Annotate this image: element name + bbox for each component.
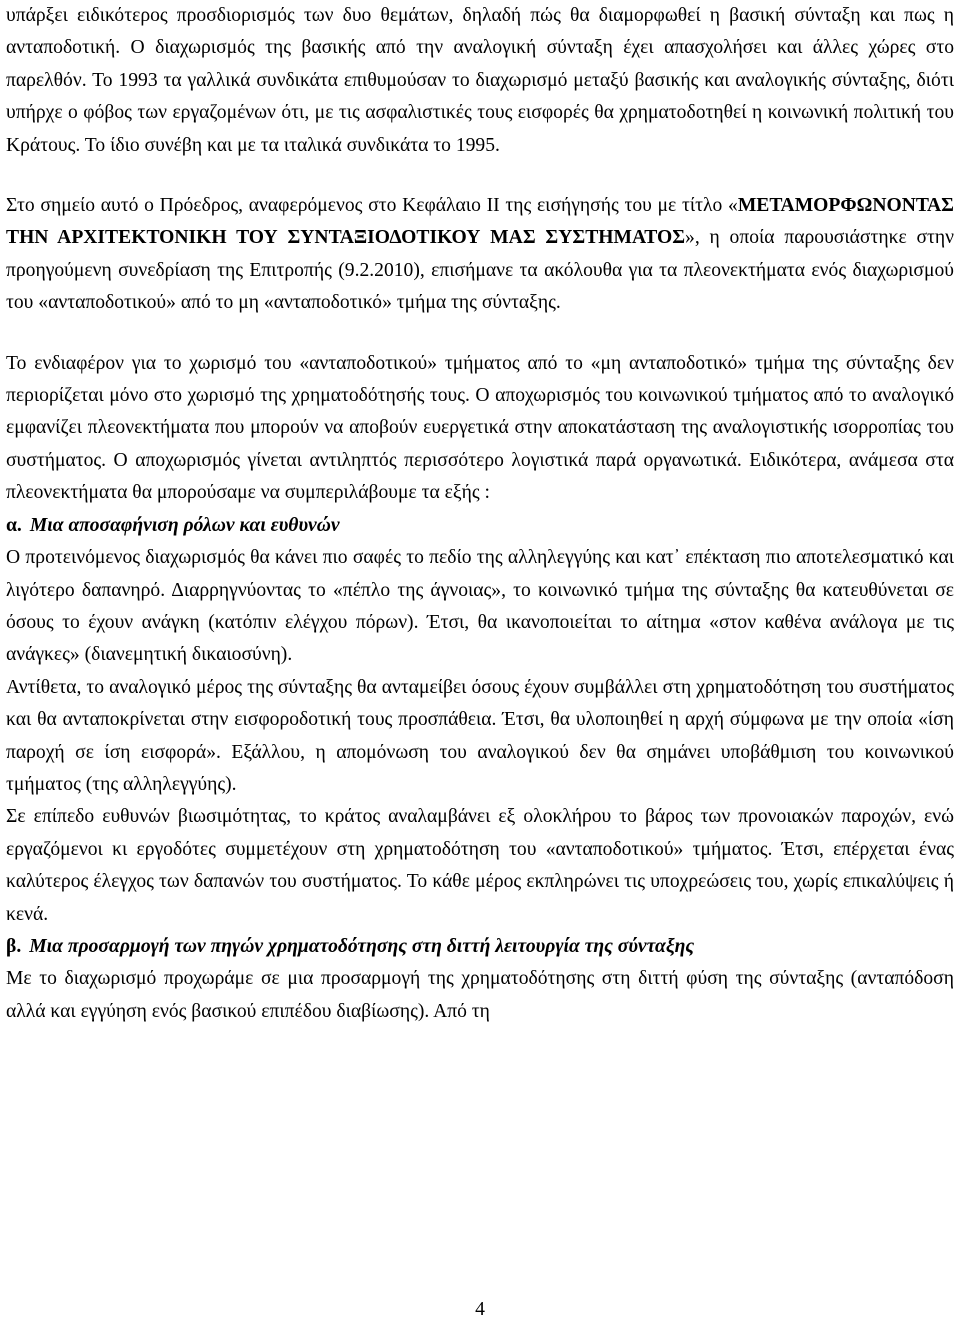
report-title-bold: ΜΕΤΑΜΟΡΦΩΝΟΝΤΑΣ ΤΗΝ ΑΡΧΙΤΕΚΤΟΝΙΚΗ ΤΟΥ ΣΥΝΤΑΞΙΟΔΟΤΙΚΟΥ ΜΑΣ ΣΥΣΤΗΜΑΤΟΣ (6, 195, 954, 249)
paragraph-2 (6, 190, 954, 320)
paragraph-2-intro: Στο σημείο αυτό ο Πρόεδρος, αναφερόμενος στο Κεφάλαιο ΙΙ της εισήγησής του με τίτλο « (6, 195, 738, 217)
heading-b (6, 931, 954, 963)
paragraph-7: Με το διαχωρισμό προχωράμε σε μια προσαρμογή της χρηματοδότησης στη διττή φύση της σύνταξης (ανταπόδοση αλλά και εγγύηση ενός βασικού επιπέδου διαβίωσης). Από τη (6, 968, 954, 1022)
heading-b-label: β. (6, 935, 22, 957)
paragraph-6: Σε επίπεδο ευθυνών βιωσιμότητας, το κράτος αναλαμβάνει εξ ολοκλήρου το βάρος των προνοιακών παροχών, ενώ εργαζόμενοι κι εργοδότες συμμετέχουν στη χρηματοδότηση του «ανταποδοτικού» τμήματος. Έτσι, επέρχεται ένας καλύτερος έλεγχος των δαπανών του συστήματος. Το κάθε μέρος εκπληρώνει τις υποχρεώσεις του, χωρίς επικαλύψεις ή κενά. (6, 806, 954, 925)
heading-a-title: Μια αποσαφήνιση ρόλων και ευθυνών (29, 514, 340, 536)
paragraph-1: υπάρξει ειδικότερος προσδιορισμός των δυο θεμάτων, δηλαδή πώς θα διαμορφωθεί η βασική σύνταξη και πως η ανταποδοτική. Ο διαχωρισμός της βασικής από την αναλογική σύνταξη έχει απασχολήσει και άλλες χώρες στο παρελθόν. Το 1993 τα γαλλικά συνδικάτα επιθυμούσαν το διαχωρισμό μεταξύ βασικής και αναλογικής σύνταξης, διότι υπήρχε ο φόβος των εργαζομένων ότι, με τις ασφαλιστικές τους εισφορές θα χρηματοδοτηθεί η κοινωνική πολιτική του Κράτους. Το ίδιο συνέβη και με τα ιταλικά συνδικάτα το 1995. (6, 5, 954, 156)
heading-b-title: Μια προσαρμογή των πηγών χρηματοδότησης στη διττή λειτουργία της σύνταξης (29, 935, 695, 957)
paragraph-3: Το ενδιαφέρον για το χωρισμό του «ανταποδοτικού» τμήματος από το «μη ανταποδοτικό» τμήμα της σύνταξης δεν περιορίζεται μόνο στο χωρισμό της χρηματοδότησής τους. Ο αποχωρισμός του κοινωνικού τμήματος από το αναλογικό εμφανίζει πλεονεκτήματα που μπορούν να αποβούν ευεργετικά στην αποκατάσταση της αναλογιστικής ισορροπίας του συστήματος. Ο αποχωρισμός γίνεται αντιληπτός περισσότερο λογιστικά παρά οργανωτικά. Ειδικότερα, ανάμεσα στα πλεονεκτήματα θα μπορούσαμε να συμπεριλάβουμε τα εξής : (6, 352, 954, 504)
heading-a-label: α. (6, 514, 22, 536)
heading-a (6, 510, 954, 542)
page-number: 4 (475, 1299, 485, 1320)
paragraph-4: Ο προτεινόμενος διαχωρισμός θα κάνει πιο σαφές το πεδίο της αλληλεγγύης και κατ᾽ επέκταση πιο αποτελεσματικό και λιγότερο δαπανηρό. Διαρρηγνύοντας το «πέπλο της άγνοιας», το κοινωνικό τμήμα της σύνταξης θα κατευθύνεται σε όσους το έχουν ανάγκη (κατόπιν ελέγχου πόρων). Έτσι, θα ικανοποιείται το αίτημα «στον καθένα ανάλογα με τις ανάγκες» (διανεμητική δικαιοσύνη). (6, 547, 954, 666)
paragraph-2-rest: », η οποία παρουσιάστηκε στην προηγούμενη συνεδρίαση της Επιτροπής (9.2.2010), επισήμανε τα ακόλουθα για τα πλεονεκτήματα ενός διαχωρισμού του «ανταποδοτικού» από το μη «ανταποδοτικό» τμήμα της σύνταξης. (6, 227, 954, 314)
paragraph-5: Αντίθετα, το αναλογικό μέρος της σύνταξης θα ανταμείβει όσους έχουν συμβάλλει στη χρηματοδότηση του συστήματος και θα ανταποκρίνεται στην εισφοροδοτική τους προσπάθεια. Έτσι, θα υλοποιηθεί η αρχή σύμφωνα με την οποία «ίση παροχή σε ίση εισφορά». Εξάλλου, η απομόνωση του αναλογικού δεν θα σημάνει υποβάθμιση του κοινωνικού τμήματος (της αλληλεγγύης). (6, 676, 954, 795)
